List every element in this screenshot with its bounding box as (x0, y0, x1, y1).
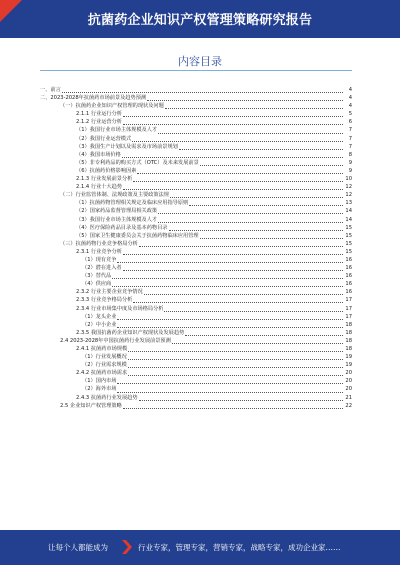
toc-entry[interactable] (40, 240, 352, 248)
footer-slogan-left: 让每个人都能成为 (48, 543, 108, 552)
toc-leader-dots (158, 208, 343, 214)
toc-entry[interactable] (40, 94, 352, 102)
page-header (0, 0, 400, 38)
toc-page-number: 13 (345, 200, 352, 207)
toc-entry-text: （4）供应商 (82, 281, 112, 288)
toc-page-number: 18 (345, 337, 352, 344)
toc-page-number: 4 (348, 87, 352, 93)
toc-entry[interactable] (40, 86, 352, 94)
page-footer (0, 530, 400, 565)
toc-entry-text: （3）我国行业市场主体规模及人才 (76, 216, 158, 223)
table-of-contents (40, 86, 352, 410)
toc-entry[interactable] (40, 191, 352, 199)
toc-entry-text: 2.1.4 行业十大趋势 (76, 184, 122, 191)
toc-leader-dots (185, 330, 343, 336)
toc-entry-text: （5）国家卫生健康委员会关于抗菌药物临床应用管理 (76, 232, 199, 239)
toc-leader-dots (132, 136, 343, 142)
toc-leader-dots (123, 184, 343, 190)
toc-leader-dots (117, 378, 343, 384)
toc-leader-dots (117, 314, 343, 320)
toc-leader-dots (137, 168, 343, 174)
toc-leader-dots (62, 87, 343, 93)
toc-leader-dots (117, 387, 343, 393)
toc-leader-dots (123, 119, 343, 125)
toc-page-number: 16 (345, 281, 352, 288)
toc-page-number: 17 (345, 313, 352, 320)
toc-entry-text: 2.1.3 行业发展前景分析 (76, 176, 133, 183)
toc-entry-text: （三）抗菌药物行业竞争格局分析 (60, 240, 138, 247)
footer-slogan-right: 行业专家，管理专家，营销专家，战略专家，成功企业家…… (138, 543, 341, 552)
toc-entry-text: 一、前言 (40, 87, 61, 93)
toc-page-number: 8 (348, 151, 352, 158)
toc-page-number: 21 (345, 394, 352, 401)
toc-leader-dots (133, 176, 343, 182)
toc-leader-dots (158, 217, 343, 223)
toc-entry[interactable] (40, 321, 352, 329)
toc-entry[interactable] (40, 337, 352, 345)
toc-entry[interactable] (40, 248, 352, 256)
toc-page-number: 7 (348, 127, 352, 134)
toc-page-number: 18 (345, 329, 352, 336)
toc-entry-text: 2.1.1 行业运行分析 (76, 111, 122, 118)
toc-leader-dots (179, 144, 343, 150)
toc-leader-dots (164, 306, 343, 312)
toc-leader-dots (123, 249, 343, 255)
toc-entry[interactable] (40, 118, 352, 126)
toc-entry[interactable] (40, 361, 352, 369)
toc-entry[interactable] (40, 216, 352, 224)
toc-entry[interactable] (40, 224, 352, 232)
toc-entry-text: （1）抗菌药物管理相关规定及临床应用指导原则 (76, 200, 189, 207)
toc-entry[interactable] (40, 110, 352, 118)
toc-entry[interactable] (40, 353, 352, 361)
toc-entry-text: （3）我国生产计划以及需求及市场前景规划 (76, 143, 178, 150)
toc-leader-dots (169, 225, 344, 231)
toc-entry-text: 2.4 2023-2028年中国抗菌药行业发展前景预测 (60, 337, 171, 344)
toc-leader-dots (172, 338, 343, 344)
toc-entry-text: （二）行业监管体制、法规政策及主要政策法规 (60, 192, 169, 199)
toc-entry[interactable] (40, 394, 352, 402)
toc-entry[interactable] (40, 345, 352, 353)
toc-page-number: 7 (348, 143, 352, 150)
toc-entry-text: 2.1.2 行业运营分析 (76, 119, 122, 126)
toc-leader-dots (158, 128, 343, 134)
toc-page-number: 12 (345, 192, 352, 199)
toc-entry[interactable] (40, 264, 352, 272)
toc-entry[interactable] (40, 167, 352, 175)
toc-entry[interactable] (40, 256, 352, 264)
toc-entry-text: （3）替代品 (82, 273, 112, 280)
toc-page-number: 22 (345, 402, 352, 409)
toc-heading: 内容目录 (178, 55, 222, 68)
toc-entry-text: （5）非专利药品的购买方式（OTC）及未来发展前景 (76, 159, 199, 166)
toc-entry-text: （1）龙头企业 (82, 313, 117, 320)
toc-entry-text: （1）我国行业市场主体规模及人才 (76, 127, 158, 134)
toc-page-number: 5 (348, 111, 352, 118)
toc-entry-text: （2）行业需求规模 (82, 362, 127, 369)
toc-page-number: 20 (345, 378, 352, 385)
toc-entry-text: （2）海外市场 (82, 386, 117, 393)
toc-page-number: 14 (345, 208, 352, 215)
toc-leader-dots (128, 370, 343, 376)
toc-leader-dots (144, 289, 343, 295)
toc-leader-dots (189, 200, 343, 206)
toc-page-number: 19 (345, 362, 352, 369)
toc-leader-dots (165, 103, 343, 109)
toc-entry[interactable] (40, 102, 352, 110)
toc-page-number: 17 (345, 297, 352, 304)
toc-entry-text: （6）抗菌药价格影响因素 (76, 167, 137, 174)
toc-entry-text: 2.3.2 行业主要企业竞争情况 (76, 289, 143, 296)
toc-leader-dots (123, 265, 343, 271)
toc-entry-text: （1）行业发展概况 (82, 354, 127, 361)
toc-entry-text: 2.4.2 抗菌药市场需求 (76, 370, 128, 377)
toc-page-number: 9 (348, 159, 352, 166)
toc-page-number: 18 (345, 346, 352, 352)
toc-page-number: 20 (345, 370, 352, 377)
toc-page-number: 15 (345, 240, 352, 247)
toc-entry-text: （2）国家药品监督管理局相关政策 (76, 208, 158, 215)
toc-page-number: 15 (345, 232, 352, 239)
toc-entry[interactable] (40, 159, 352, 167)
toc-entry-text: 2.4.1 抗菌药市场规模 (76, 346, 128, 352)
toc-entry[interactable] (40, 313, 352, 321)
toc-entry[interactable] (40, 151, 352, 159)
toc-entry[interactable] (40, 369, 352, 377)
toc-page-number: 15 (345, 248, 352, 255)
toc-entry-text: （4）我国市场价格 (76, 151, 121, 158)
toc-entry[interactable] (40, 143, 352, 151)
toc-entry[interactable] (40, 329, 352, 337)
toc-page-number: 19 (345, 354, 352, 361)
toc-leader-dots (139, 241, 343, 247)
toc-page-number: 6 (348, 119, 352, 126)
toc-page-number: 18 (345, 321, 352, 328)
toc-leader-dots (170, 192, 343, 198)
toc-entry[interactable] (40, 175, 352, 183)
toc-entry-text: （2）我国行业运营模式 (76, 135, 132, 142)
toc-entry[interactable] (40, 377, 352, 385)
toc-leader-dots (117, 322, 343, 328)
toc-entry-text: （1）国内市场 (82, 378, 117, 385)
toc-entry-text: 2.3.1 行业竞争分析 (76, 248, 122, 255)
toc-entry[interactable] (40, 183, 352, 191)
toc-entry[interactable] (40, 305, 352, 313)
toc-page-number: 7 (348, 135, 352, 142)
toc-page-number: 10 (345, 176, 352, 183)
toc-entry[interactable] (40, 402, 352, 410)
toc-page-number: 16 (345, 273, 352, 280)
toc-page-number: 14 (345, 216, 352, 223)
toc-entry-text: （4）医疗保险药品目录及基本药物目录 (76, 224, 168, 231)
toc-entry-text: （一）抗菌药企业知识产权管理的现状及问题 (60, 103, 164, 110)
toc-leader-dots (122, 152, 343, 158)
toc-entry[interactable] (40, 207, 352, 215)
toc-entry[interactable] (40, 288, 352, 296)
toc-leader-dots (128, 346, 343, 352)
toc-entry[interactable] (40, 135, 352, 143)
toc-page-number: 12 (345, 184, 352, 191)
toc-page-number: 17 (345, 305, 352, 312)
toc-entry-text: （2）中小企业 (82, 321, 117, 328)
toc-page-number: 16 (345, 265, 352, 272)
report-title: 抗菌药企业知识产权管理策略研究报告 (87, 13, 313, 28)
toc-entry[interactable] (40, 385, 352, 393)
toc-entry[interactable] (40, 232, 352, 240)
toc-leader-dots (117, 257, 343, 263)
toc-entry[interactable] (40, 272, 352, 280)
toc-leader-dots (147, 95, 343, 101)
toc-leader-dots (123, 111, 343, 117)
toc-page-number: 9 (348, 167, 352, 174)
toc-entry[interactable] (40, 199, 352, 207)
toc-leader-dots (200, 233, 343, 239)
toc-leader-dots (139, 395, 343, 401)
toc-page-number: 16 (345, 289, 352, 296)
toc-entry-text: 二、2023-2028年抗菌药市场前景及趋势预测 (40, 95, 147, 102)
toc-entry-text: 2.4.3 抗菌药行业发展趋势 (76, 394, 138, 401)
toc-entry-text: （2）潜在进入者 (82, 265, 122, 272)
toc-entry-text: 2.3.5 我国抗菌药企业知识产权现状及发展趋势 (76, 329, 185, 336)
toc-page-number: 4 (348, 103, 352, 110)
toc-entry-text: 2.3.3 行业竞争格局分析 (76, 297, 133, 304)
toc-page-number: 4 (348, 95, 352, 102)
toc-leader-dots (112, 273, 343, 279)
toc-entry[interactable] (40, 296, 352, 304)
toc-page-number: 15 (345, 224, 352, 231)
toc-page-number: 16 (345, 256, 352, 263)
toc-entry-text: （1）现有竞争 (82, 256, 117, 263)
toc-leader-dots (128, 354, 343, 360)
toc-entry[interactable] (40, 126, 352, 134)
toc-entry-text: 2.5 企业知识产权管理策略 (60, 402, 122, 409)
toc-leader-dots (200, 160, 343, 166)
toc-page-number: 20 (345, 386, 352, 393)
toc-divider (40, 70, 352, 71)
toc-leader-dots (133, 297, 343, 303)
toc-leader-dots (128, 362, 343, 368)
arrow-divider-icon (120, 540, 134, 554)
toc-leader-dots (123, 403, 343, 409)
toc-entry[interactable] (40, 280, 352, 288)
toc-leader-dots (112, 281, 343, 287)
toc-entry-text: 2.3.4 行业市场集中度及市场格局分析 (76, 305, 164, 312)
